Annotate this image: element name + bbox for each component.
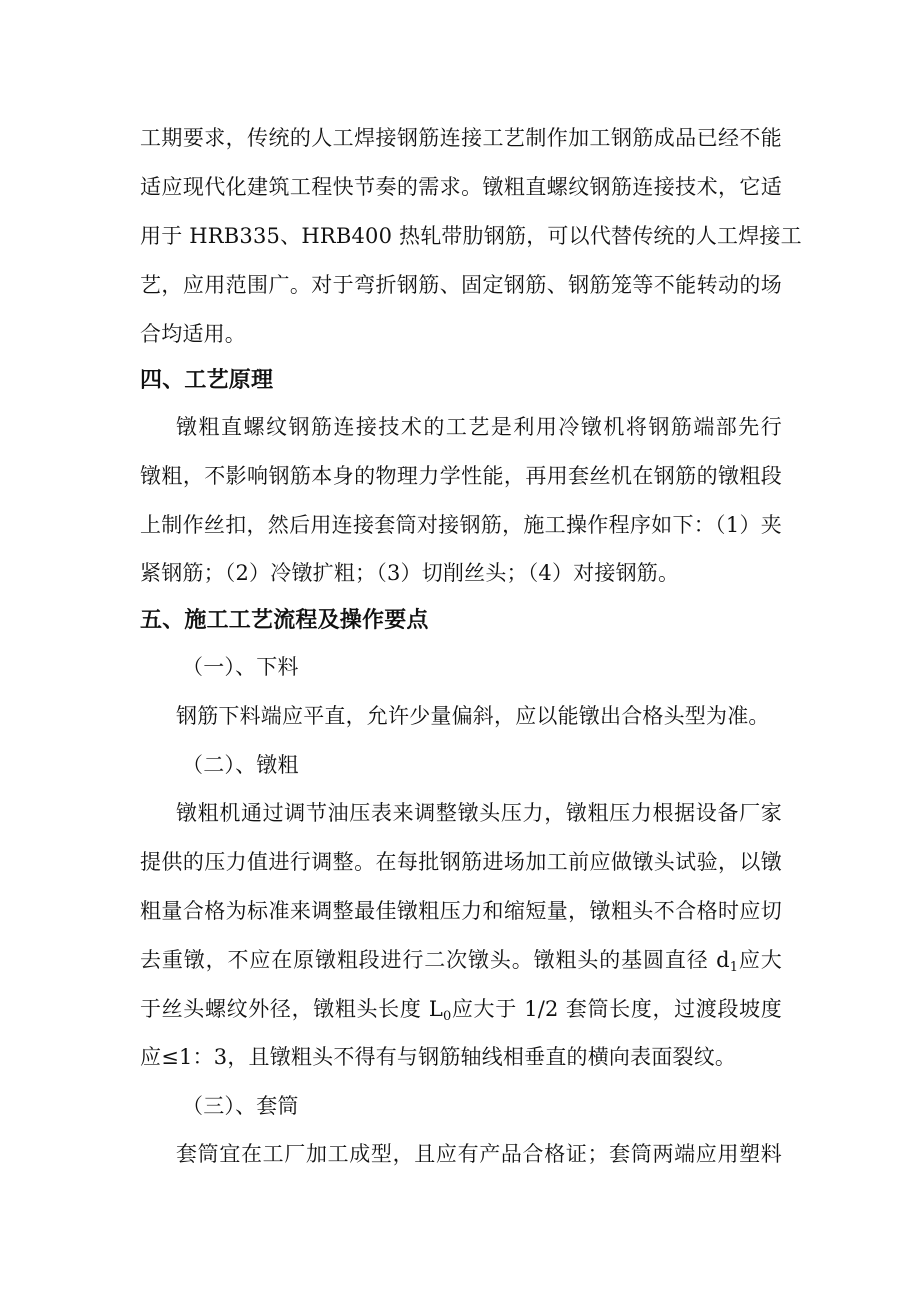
paragraph-line: 套筒宜在工厂加工成型，且应有产品合格证；套筒两端应用塑料 (176, 1142, 782, 1166)
paragraph-line: 粗量合格为标准来调整最佳镦粗压力和缩短量，镦粗头不合格时应切 (140, 899, 782, 923)
paragraph-line: 合均适用。 (140, 322, 246, 346)
paragraph-line (140, 945, 782, 975)
text-segment: 去重镦，不应在原镦粗段进行二次镦头。镦粗头的基圆直径 d (140, 948, 730, 972)
paragraph-line: 应≤1：3，且镦粗头不得有与钢筋轴线相垂直的横向表面裂纹。 (140, 1045, 737, 1069)
paragraph-line (140, 994, 782, 1024)
subsection-title: （一）、下料 (182, 655, 299, 679)
paragraph-line: 适应现代化建筑工程快节奏的需求。镦粗直螺纹钢筋连接技术，它适 (140, 175, 782, 199)
section-heading: 五、施工工艺流程及操作要点 (140, 608, 429, 633)
paragraph-line: 紧钢筋；（2）冷镦扩粗；（3）切削丝头；（4）对接钢筋。 (140, 561, 680, 585)
subscript: 1 (729, 960, 739, 975)
section-heading: 四、工艺原理 (140, 368, 274, 393)
paragraph-line: 艺，应用范围广。对于弯折钢筋、固定钢筋、钢筋笼等不能转动的场 (140, 273, 782, 297)
paragraph-line: 工期要求，传统的人工焊接钢筋连接工艺制作加工钢筋成品已经不能 (140, 126, 782, 150)
text-segment: 于丝头螺纹外径，镦粗头长度 L (140, 997, 443, 1021)
paragraph-line: 镦粗直螺纹钢筋连接技术的工艺是利用冷镦机将钢筋端部先行 (176, 415, 782, 439)
subsection-title: （三）、套筒 (182, 1094, 299, 1118)
paragraph-line: 上制作丝扣，然后用连接套筒对接钢筋，施工操作程序如下：（1）夹 (140, 513, 782, 537)
paragraph-line: 钢筋下料端应平直，允许少量偏斜，应以能镦出合格头型为准。 (176, 704, 770, 728)
paragraph-line: 镦粗，不影响钢筋本身的物理力学性能，再用套丝机在钢筋的镦粗段 (140, 464, 782, 488)
subscript: 0 (442, 1009, 452, 1024)
subsection-title: （二）、镦粗 (182, 753, 299, 777)
text-segment: 应大于 1/2 套筒长度，过渡段坡度 (451, 997, 782, 1021)
text-segment: 应大 (738, 948, 783, 972)
paragraph-line: 用于 HRB335、HRB400 热轧带肋钢筋，可以代替传统的人工焊接工 (140, 224, 802, 248)
paragraph-line: 镦粗机通过调节油压表来调整镦头压力，镦粗压力根据设备厂家 (176, 801, 782, 825)
paragraph-line: 提供的压力值进行调整。在每批钢筋进场加工前应做镦头试验，以镦 (140, 850, 782, 874)
